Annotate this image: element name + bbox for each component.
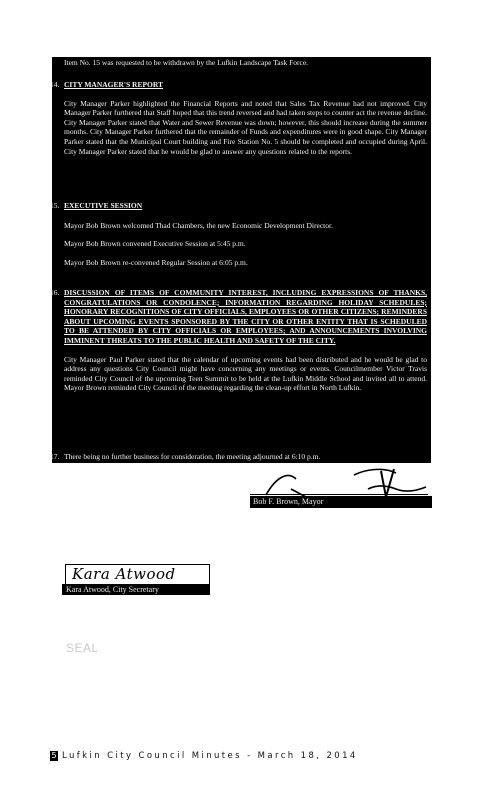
section-body: City Manager Parker highlighted the Financial Reports and noted that Sales Tax Revenue had not improved. City Manager Parker furthered that Staff hoped that this trend reversed and had taken steps to counter act the revenue decline. City Manager Parker stated that Water and Sewer Revenue was down; however, this should increase during the summer months. City Manager Parker furthered that the remainder of Funds and expenditures were in good shape. City Manager Parker stated that the Municipal Court building and Fire Station No. 5 should be completed and occupied during April. City Manager Parker stated that he would be glad to answer any questions related to the reports. <box>64 98 427 156</box>
section-number: 15. <box>50 201 60 210</box>
section-number: 17. <box>50 452 60 461</box>
section-paragraph: Mayor Bob Brown re-convened Regular Session at 6:05 p.m. <box>64 257 248 267</box>
minutes-body-inverted <box>52 57 431 463</box>
section-executive-session <box>50 201 427 267</box>
section-paragraph: Mayor Bob Brown convened Executive Session at 5:45 p.m. <box>64 239 246 249</box>
section-discussion <box>50 288 427 393</box>
secretary-signature: Kara Atwood <box>65 564 210 585</box>
page-footer <box>50 751 358 761</box>
section-adjourn <box>50 452 427 462</box>
item15-note: Item No. 15 was requested to be withdrawn by the Lufkin Landscape Task Force. <box>64 58 309 67</box>
footer-text: Lufkin City Council Minutes - March 18, 2014 <box>62 751 358 761</box>
section-city-manager-report <box>50 80 427 156</box>
mayor-signature-line <box>250 494 428 495</box>
section-body: City Manager Paul Parker stated that the calendar of upcoming events had been distributed and he would be glad to address any questions City Council might have concerning any meetings or events. Councilmember Victor Travis reminded City Council of the upcoming Teen Summit to be held at the Lufkin Middle School and invited all to attend. Mayor Brown reminded City Council of the meeting regarding the clean-up effort in North Lufkin. <box>64 354 427 393</box>
page-number: 5 <box>51 751 57 760</box>
seal-placeholder: SEAL <box>66 641 99 655</box>
mayor-name-label: Bob F. Brown, Mayor <box>250 496 432 508</box>
section-heading: EXECUTIVE SESSION <box>64 201 143 210</box>
section-number: 14. <box>50 80 60 89</box>
section-heading: DISCUSSION OF ITEMS OF COMMUNITY INTEREST, INCLUDING EXPRESSIONS OF THANKS, CONGRATULATIONS OR CONDOLENCE; INFORMATION REGARDING HOLIDAY SCHEDULES; HONORARY RECOGNITIONS OF CITY OFFICIALS, EMPLOYEES OR OTHER CITIZENS; REMINDERS ABOUT UPCOMING EVENTS SPONSORED BY THE CITY OR OTHER ENTITY THAT IS SCHEDULED TO BE ATTENDED BY CITY OFFICIALS OR EMPLOYEES; AND ANNOUNCEMENTS INVOLVING IMMINENT THREATS TO THE PUBLIC HEALTH AND SAFETY OF THE CITY. <box>64 288 427 345</box>
section-number: 16. <box>50 288 60 297</box>
section-heading: CITY MANAGER'S REPORT <box>64 80 164 89</box>
section-paragraph: Mayor Bob Brown welcomed Thad Chambers, the new Economic Development Director. <box>64 220 333 230</box>
secretary-name-label: Kara Atwood, City Secretary <box>62 584 210 595</box>
adjourn-text: There being no further business for consideration, the meeting adjourned at 6:10 p.m. <box>64 452 321 461</box>
